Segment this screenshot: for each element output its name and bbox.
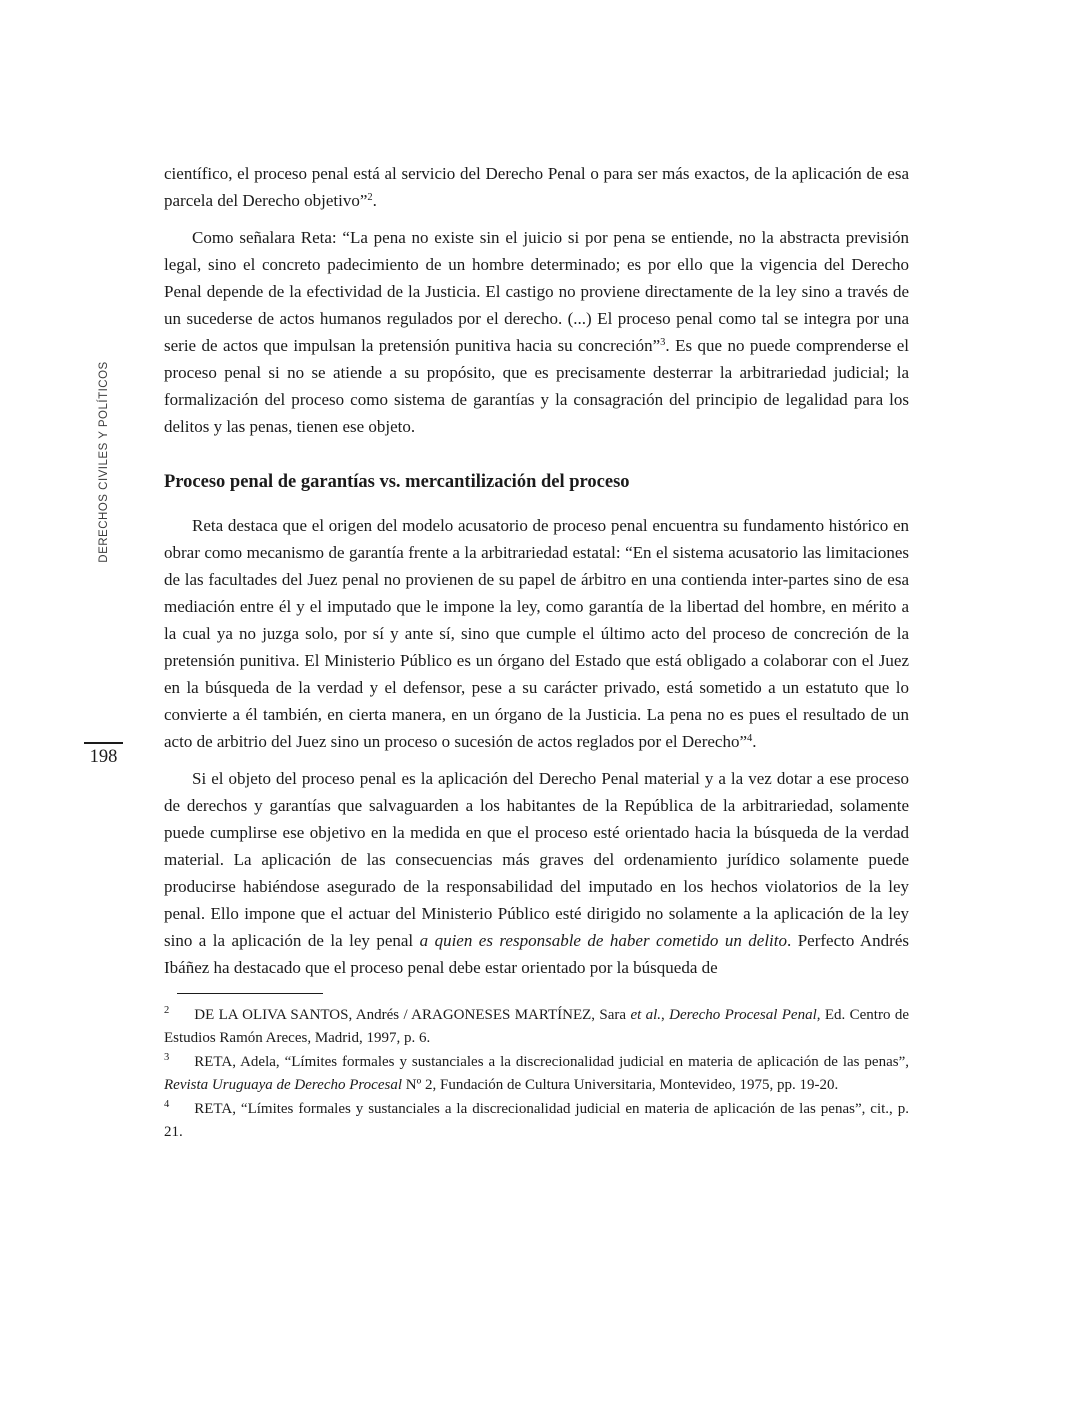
footnote-ref: 3 bbox=[660, 337, 666, 348]
text-run: DE LA OLIVA SANTOS, Andrés / ARAGONESES MARTÍNEZ, Sara bbox=[194, 1007, 631, 1023]
text-run: , bbox=[661, 1007, 670, 1023]
text-run: RETA, Adela, “Límites formales y sustanciales a la discrecionalidad judicial en materia de aplicación de las penas”, bbox=[194, 1054, 909, 1070]
footnote-separator bbox=[177, 993, 323, 994]
section-heading: Proceso penal de garantías vs. mercantilización del proceso bbox=[164, 472, 630, 492]
text-run: . bbox=[752, 732, 757, 751]
text-run: Reta destaca que el origen del modelo acusatorio de proceso penal encuentra su fundamento histórico en obrar como mecanismo de garantía frente a la arbitrariedad estatal: “En el sistema acusatorio las limitaciones de las facultades del Juez penal no provienen de su papel de árbitro en una contienda inter-partes sino de esa mediación entre él y el imputado que le impone la ley, como garantía de la libertad del hombre, en mérito a la cual ya no juzga solo, por sí y ante sí, sino que cumple el último acto del proceso de concreción de la pretensión punitiva. El Ministerio Público es un órgano del Estado que está obligado a colaborar con el Juez en la búsqueda de la verdad y el defensor, pese a su carácter privado, está sometido a un estatuto que lo convierte a él también, en cierta manera, en un órgano de la Justicia. La pena no es pues el resultado de un acto de arbitrio del Juez sino un proceso o sucesión de actos reglados por el Derecho” bbox=[164, 516, 909, 751]
text-run: Nº 2, Fundación de Cultura Universitaria, Montevideo, 1975, pp. 19-20. bbox=[402, 1077, 839, 1093]
italic-text: a quien es responsable de haber cometido un delito bbox=[419, 931, 788, 950]
paragraph bbox=[164, 160, 909, 214]
paragraph bbox=[164, 224, 909, 440]
footnote bbox=[164, 1098, 909, 1144]
text-run: . Perfecto Andrés Ibáñez ha destacado que el proceso penal debe estar orientado por la búsqueda de bbox=[164, 931, 909, 977]
footnote bbox=[164, 1004, 909, 1050]
footnote-marker: 4 bbox=[164, 1099, 170, 1110]
footnote-ref: 4 bbox=[747, 733, 753, 744]
italic-text: Revista Uruguaya de Derecho Procesal bbox=[164, 1077, 402, 1093]
page-number-rule bbox=[84, 742, 123, 744]
text-run: . bbox=[372, 191, 377, 210]
footnote-ref: 2 bbox=[367, 192, 373, 203]
italic-text: Derecho Procesal Penal bbox=[669, 1007, 817, 1023]
chapter-sidebar-label: DERECHOS CIVILES Y POLÍTICOS bbox=[98, 361, 110, 563]
paragraph bbox=[164, 765, 909, 981]
text-run: , Ed. Centro de Estudios Ramón Areces, Madrid, 1997, p. 6. bbox=[164, 1007, 909, 1046]
italic-text: et al. bbox=[630, 1007, 662, 1023]
text-run: . Es que no puede comprenderse el proceso penal si no se atiende a su propósito, que es precisamente desterrar la arbitrariedad judicial; la formalización del proceso como sistema de garantías y la consagración del principio de legalidad para los delitos y las penas, tienen ese objeto. bbox=[164, 336, 909, 436]
footnote bbox=[164, 1051, 909, 1097]
body-blocks bbox=[164, 160, 909, 981]
footnotes-block bbox=[164, 1004, 909, 1144]
text-run: RETA, “Límites formales y sustanciales a la discrecionalidad judicial en materia de aplicación de las penas”, cit., p. 21. bbox=[164, 1101, 909, 1140]
text-run: Si el objeto del proceso penal es la aplicación del Derecho Penal material y a la vez dotar a ese proceso de derechos y garantías que salvaguarden a los habitantes de la República de la arbitrariedad, solamente puede cumplirse ese objetivo en la medida en que el proceso esté orientado hacia la búsqueda de la verdad material. La aplicación de las consecuencias más graves del ordenamiento jurídico solamente puede producirse habiéndose asegurado de la responsabilidad del imputado en los hechos violatorios de la ley penal. Ello impone que el actuar del Ministerio Público esté dirigido no solamente a la aplicación de la ley sino a la aplicación de la ley penal bbox=[164, 769, 909, 950]
page-number: 198 bbox=[89, 747, 118, 767]
paragraph bbox=[164, 512, 909, 755]
text-run: Como señalara Reta: “La pena no existe sin el juicio si por pena se entiende, no la abstracta previsión legal, sino el concreto padecimiento de un hombre determinado; es por ello que la vigencia del Derecho Penal depende de la efectividad de la Justicia. El castigo no proviene directamente de la ley sino a través de un sucederse de actos humanos regulados por el derecho. (...) El proceso penal como tal se integra por una serie de actos que impulsan la pretensión punitiva hacia su concreción” bbox=[164, 228, 909, 355]
text-column bbox=[164, 160, 909, 1145]
footnote-marker: 2 bbox=[164, 1005, 170, 1016]
page-number-block bbox=[84, 742, 123, 768]
footnote-marker: 3 bbox=[164, 1052, 170, 1063]
text-run: científico, el proceso penal está al servicio del Derecho Penal o para ser más exactos, de la aplicación de esa parcela del Derecho objetivo” bbox=[164, 164, 909, 210]
